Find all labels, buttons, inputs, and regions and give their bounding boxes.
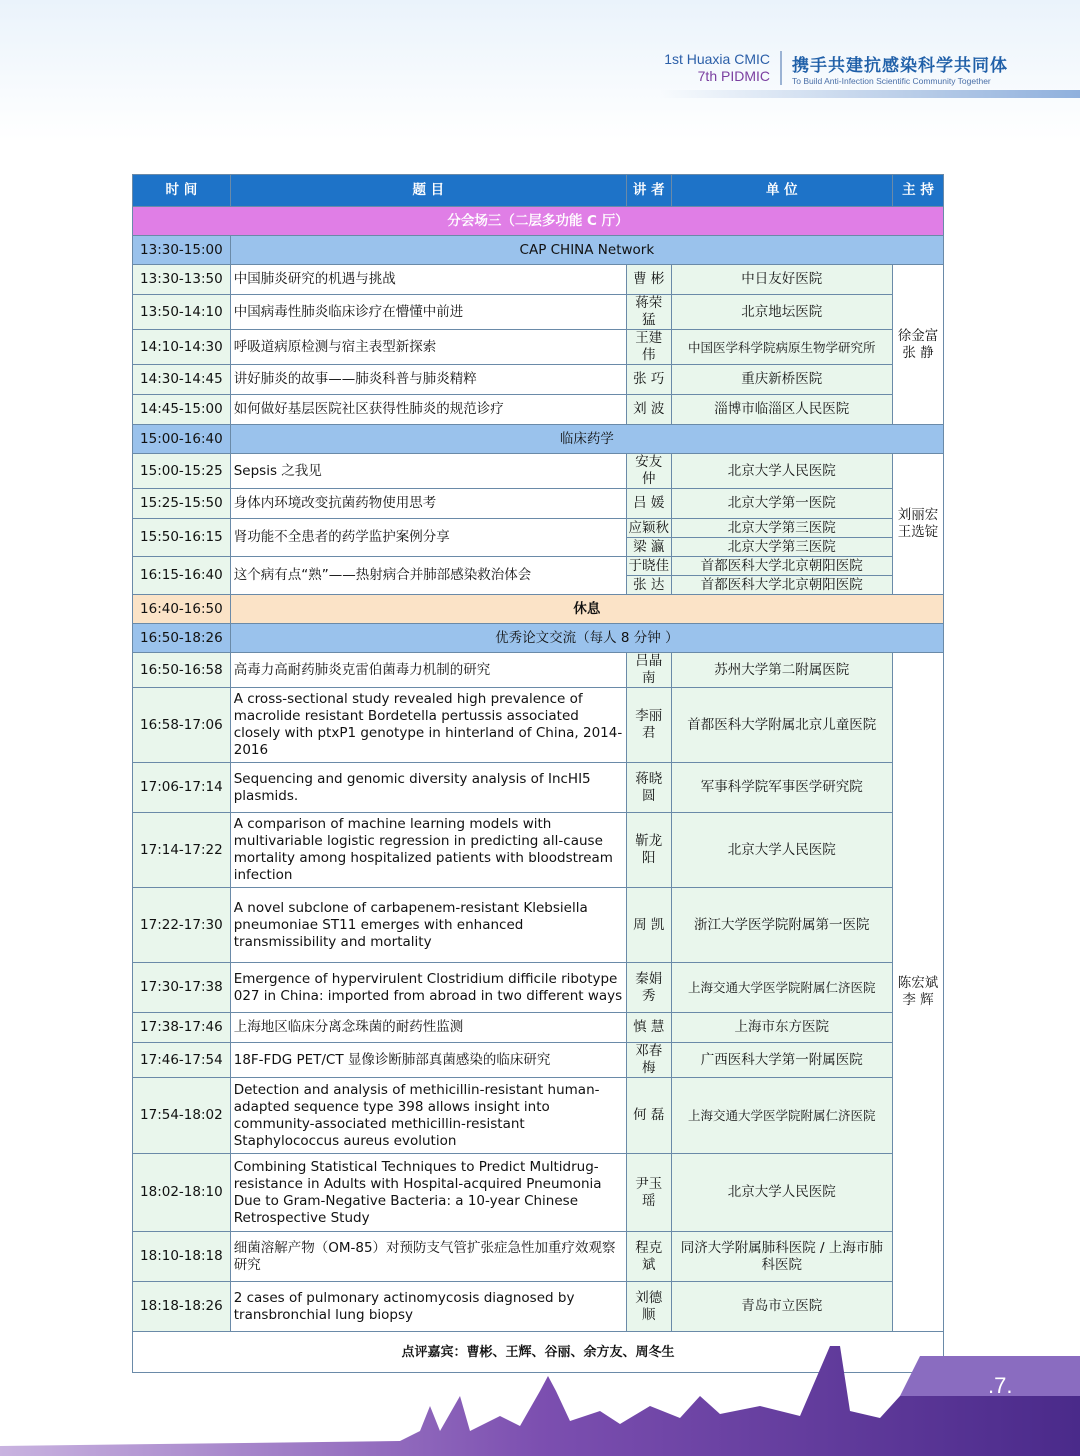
row-unit: 苏州大学第二附属医院 xyxy=(671,653,892,688)
col-header-topic: 题 目 xyxy=(230,175,626,207)
row-topic: 中国病毒性肺炎临床诊疗在懵懂中前进 xyxy=(230,295,626,330)
col-header-speaker: 讲 者 xyxy=(626,175,671,207)
row-time: 18:02-18:10 xyxy=(133,1154,231,1232)
row-unit: 浙江大学医学院附属第一医院 xyxy=(671,888,892,963)
row-host: 徐金富 张 静 xyxy=(893,265,944,425)
block-row xyxy=(133,624,944,653)
row-unit: 北京大学人民医院 xyxy=(671,454,892,489)
row-topic: 中国肺炎研究的机遇与挑战 xyxy=(230,265,626,295)
table-row xyxy=(133,330,944,365)
row-speaker: 安友仲 xyxy=(626,454,671,489)
row-time: 15:00-15:25 xyxy=(133,454,231,489)
row-speaker: 邓春梅 xyxy=(626,1043,671,1078)
header-divider xyxy=(660,90,1080,98)
row-speaker xyxy=(626,519,671,557)
unit-name: 北京大学第三医院 xyxy=(672,537,892,556)
col-header-time: 时 间 xyxy=(133,175,231,207)
table-row xyxy=(133,557,944,595)
row-topic: Emergence of hypervirulent Clostridium difficile ribotype 027 in China: imported from abroad in two different ways xyxy=(230,963,626,1013)
city-skyline-decoration xyxy=(0,1336,1080,1456)
table-row xyxy=(133,454,944,489)
row-time: 17:30-17:38 xyxy=(133,963,231,1013)
row-topic: 讲好肺炎的故事——肺炎科普与肺炎精粹 xyxy=(230,365,626,395)
row-unit: 淄博市临淄区人民医院 xyxy=(671,395,892,425)
row-time: 13:50-14:10 xyxy=(133,295,231,330)
row-topic: A comparison of machine learning models with multivariable logistic regression in predicting all-cause mortality among hospitalized patients with bloodstream infection xyxy=(230,813,626,888)
row-topic: 2 cases of pulmonary actinomycosis diagnosed by transbronchial lung biopsy xyxy=(230,1282,626,1332)
block-row xyxy=(133,425,944,454)
row-unit: 重庆新桥医院 xyxy=(671,365,892,395)
row-time: 17:22-17:30 xyxy=(133,888,231,963)
row-topic: Sepsis 之我见 xyxy=(230,454,626,489)
table-row xyxy=(133,519,944,557)
table-row xyxy=(133,265,944,295)
row-topic: Combining Statistical Techniques to Predict Multidrug-resistance in Adults with Hospital-acquired Pneumonia Due to Gram-Negative Bacteria: a 10-year Chinese Retrospective Study xyxy=(230,1154,626,1232)
block-title: CAP CHINA Network xyxy=(230,236,943,265)
col-header-host: 主 持 xyxy=(893,175,944,207)
conference-edition xyxy=(664,51,782,85)
table-row xyxy=(133,1078,944,1154)
conference-slogan xyxy=(782,51,1008,86)
row-topic: A novel subclone of carbapenem-resistant Klebsiella pneumoniae ST11 emerges with enhanced transmissibility and mortality xyxy=(230,888,626,963)
row-speaker: 吕 媛 xyxy=(626,489,671,519)
row-time: 15:50-16:15 xyxy=(133,519,231,557)
break-title: 休息 xyxy=(230,595,943,624)
reviewers-text: 点评嘉宾：曹彬、王辉、谷丽、余方友、周冬生 xyxy=(133,1332,944,1373)
row-time: 16:15-16:40 xyxy=(133,557,231,595)
row-unit: 上海交通大学医学院附属仁济医院 xyxy=(671,1078,892,1154)
table-row xyxy=(133,1013,944,1043)
table-row xyxy=(133,1154,944,1232)
table-row xyxy=(133,763,944,813)
row-speaker: 吕晶南 xyxy=(626,653,671,688)
conference-header xyxy=(664,48,1008,88)
row-time: 17:38-17:46 xyxy=(133,1013,231,1043)
block-row xyxy=(133,236,944,265)
row-speaker xyxy=(626,557,671,595)
row-unit: 中国医学科学院病原生物学研究所 xyxy=(671,330,892,365)
row-topic: A cross-sectional study revealed high prevalence of macrolide resistant Bordetella pertussis associated closely with ptxP1 genotype in hinterland of China, 2014-2016 xyxy=(230,688,626,763)
row-time: 17:14-17:22 xyxy=(133,813,231,888)
row-topic: Sequencing and genomic diversity analysis of IncHI5 plasmids. xyxy=(230,763,626,813)
row-time: 16:58-17:06 xyxy=(133,688,231,763)
row-unit: 首都医科大学附属北京儿童医院 xyxy=(671,688,892,763)
row-time: 17:06-17:14 xyxy=(133,763,231,813)
row-time: 16:50-16:58 xyxy=(133,653,231,688)
row-speaker: 何 磊 xyxy=(626,1078,671,1154)
block-time: 16:50-18:26 xyxy=(133,624,231,653)
row-unit: 上海市东方医院 xyxy=(671,1013,892,1043)
row-speaker: 刘德顺 xyxy=(626,1282,671,1332)
break-row xyxy=(133,595,944,624)
row-speaker: 曹 彬 xyxy=(626,265,671,295)
row-unit: 中日友好医院 xyxy=(671,265,892,295)
edition-line-2: 7th PIDMIC xyxy=(697,68,770,84)
row-time: 14:45-15:00 xyxy=(133,395,231,425)
edition-line-1: 1st Huaxia CMIC xyxy=(664,51,770,67)
row-speaker: 王建伟 xyxy=(626,330,671,365)
session-row xyxy=(133,207,944,236)
table-row xyxy=(133,688,944,763)
row-topic: 肾功能不全患者的药学监护案例分享 xyxy=(230,519,626,557)
row-speaker: 蒋荣猛 xyxy=(626,295,671,330)
row-time: 14:30-14:45 xyxy=(133,365,231,395)
table-row xyxy=(133,395,944,425)
table-row xyxy=(133,365,944,395)
row-speaker: 靳龙阳 xyxy=(626,813,671,888)
row-topic: 高毒力高耐药肺炎克雷伯菌毒力机制的研究 xyxy=(230,653,626,688)
row-unit: 广西医科大学第一附属医院 xyxy=(671,1043,892,1078)
break-time: 16:40-16:50 xyxy=(133,595,231,624)
block-title: 临床药学 xyxy=(230,425,943,454)
table-row xyxy=(133,295,944,330)
row-speaker: 李丽君 xyxy=(626,688,671,763)
row-topic: 身体内环境改变抗菌药物使用思考 xyxy=(230,489,626,519)
table-row xyxy=(133,813,944,888)
speaker-name: 梁 瀛 xyxy=(627,537,671,556)
row-unit: 北京大学人民医院 xyxy=(671,1154,892,1232)
row-speaker: 尹玉瑶 xyxy=(626,1154,671,1232)
unit-name: 北京大学第三医院 xyxy=(727,520,836,536)
row-speaker: 蒋晓圆 xyxy=(626,763,671,813)
block-title: 优秀论文交流（每人 8 分钟 ） xyxy=(230,624,943,653)
table-header-row xyxy=(133,175,944,207)
row-unit: 同济大学附属肺科医院 / 上海市肺科医院 xyxy=(671,1232,892,1282)
row-time: 18:18-18:26 xyxy=(133,1282,231,1332)
row-time: 17:54-18:02 xyxy=(133,1078,231,1154)
table-row xyxy=(133,963,944,1013)
col-header-unit: 单 位 xyxy=(671,175,892,207)
page-number: .7. xyxy=(988,1373,1013,1398)
row-topic: 如何做好基层医院社区获得性肺炎的规范诊疗 xyxy=(230,395,626,425)
row-speaker: 慎 慧 xyxy=(626,1013,671,1043)
row-unit: 军事科学院军事医学研究院 xyxy=(671,763,892,813)
table-row xyxy=(133,653,944,688)
row-host: 陈宏斌 李 辉 xyxy=(893,653,944,1332)
row-unit: 上海交通大学医学院附属仁济医院 xyxy=(671,963,892,1013)
row-topic: 上海地区临床分离念珠菌的耐药性监测 xyxy=(230,1013,626,1043)
schedule-table xyxy=(132,174,944,1373)
table-row xyxy=(133,1043,944,1078)
table-row xyxy=(133,1232,944,1282)
row-topic: 细菌溶解产物（OM-85）对预防支气管扩张症急性加重疗效观察研究 xyxy=(230,1232,626,1282)
row-speaker: 刘 波 xyxy=(626,395,671,425)
row-unit: 青岛市立医院 xyxy=(671,1282,892,1332)
row-time: 18:10-18:18 xyxy=(133,1232,231,1282)
speaker-name: 于晓佳 xyxy=(628,558,669,574)
block-time: 15:00-16:40 xyxy=(133,425,231,454)
speaker-name: 张 达 xyxy=(627,575,671,594)
row-topic: 18F-FDG PET/CT 显像诊断肺部真菌感染的临床研究 xyxy=(230,1043,626,1078)
session-title: 分会场三（二层多功能 C 厅） xyxy=(133,207,944,236)
row-unit: 北京地坛医院 xyxy=(671,295,892,330)
table-row xyxy=(133,489,944,519)
row-unit xyxy=(671,557,892,595)
row-unit xyxy=(671,519,892,557)
slogan-cn: 携手共建抗感染科学共同体 xyxy=(792,55,1008,76)
unit-name: 首都医科大学北京朝阳医院 xyxy=(700,558,863,574)
table-row xyxy=(133,1282,944,1332)
row-speaker: 程克斌 xyxy=(626,1232,671,1282)
table-row xyxy=(133,888,944,963)
speaker-name: 应颖秋 xyxy=(628,520,669,536)
row-topic: 呼吸道病原检测与宿主表型新探索 xyxy=(230,330,626,365)
row-host: 刘丽宏 王选锭 xyxy=(893,454,944,595)
row-unit: 北京大学人民医院 xyxy=(671,813,892,888)
row-speaker: 秦娟秀 xyxy=(626,963,671,1013)
row-speaker: 张 巧 xyxy=(626,365,671,395)
block-time: 13:30-15:00 xyxy=(133,236,231,265)
row-time: 13:30-13:50 xyxy=(133,265,231,295)
slogan-en: To Build Anti-Infection Scientific Community Together xyxy=(792,75,991,86)
row-time: 15:25-15:50 xyxy=(133,489,231,519)
row-time: 17:46-17:54 xyxy=(133,1043,231,1078)
row-speaker: 周 凯 xyxy=(626,888,671,963)
unit-name: 首都医科大学北京朝阳医院 xyxy=(672,575,892,594)
row-topic: 这个病有点“熟”——热射病合并肺部感染救治体会 xyxy=(230,557,626,595)
row-topic: Detection and analysis of methicillin-resistant human-adapted sequence type 398 allows insight into community-associated methicillin-resistant Staphylococcus aureus evolution xyxy=(230,1078,626,1154)
row-time: 14:10-14:30 xyxy=(133,330,231,365)
row-unit: 北京大学第一医院 xyxy=(671,489,892,519)
